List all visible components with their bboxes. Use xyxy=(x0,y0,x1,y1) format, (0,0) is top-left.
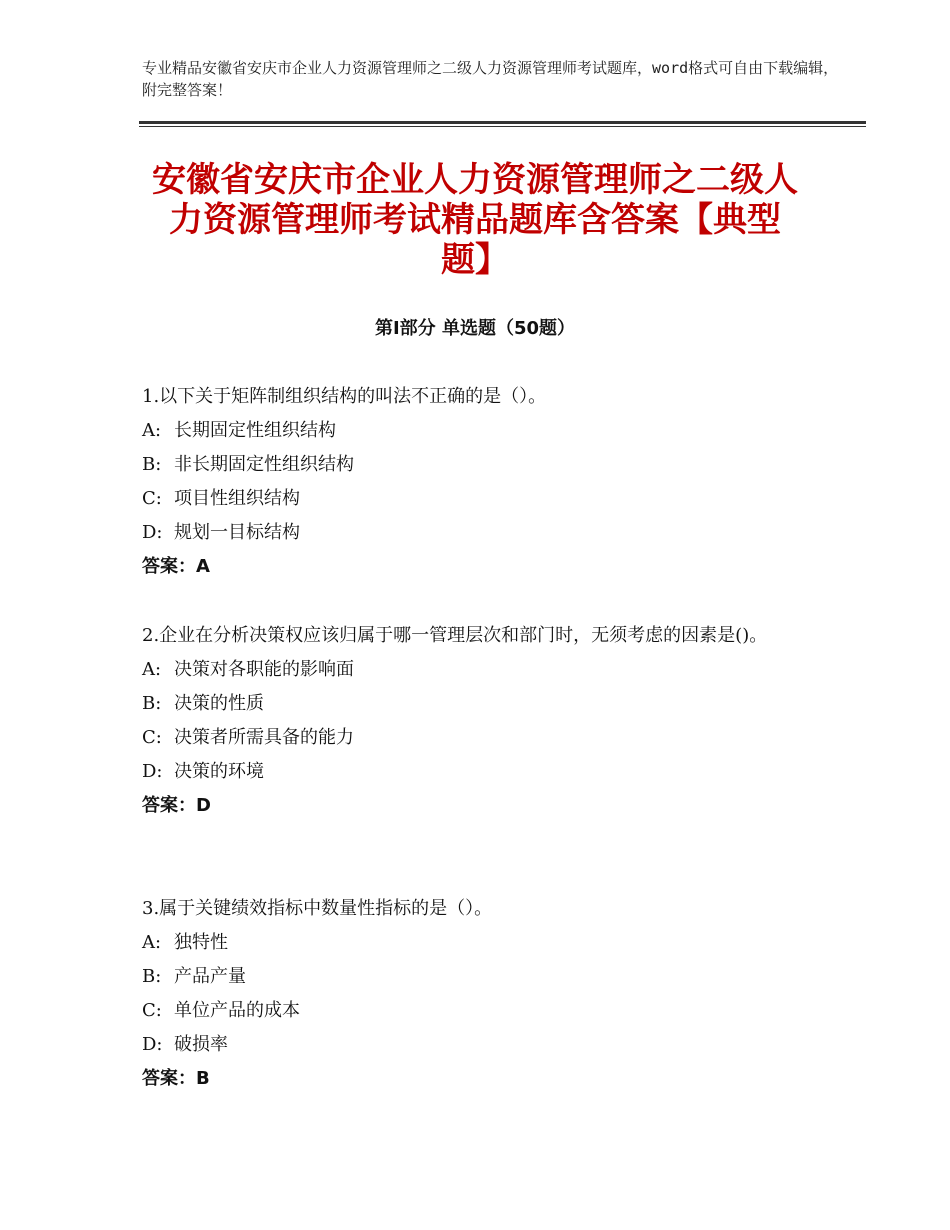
option-c xyxy=(142,721,822,755)
option-key: A: xyxy=(142,659,162,680)
answer-line xyxy=(142,789,822,823)
option-text: 规划一目标结构 xyxy=(174,522,300,543)
answer-label: 答案： xyxy=(142,1068,196,1089)
document-title-line-1: 安徽省安庆市企业人力资源管理师之二级人 xyxy=(152,160,798,200)
question-2 xyxy=(142,619,822,823)
option-c xyxy=(142,482,822,516)
option-key: C: xyxy=(142,1000,162,1021)
option-key: D: xyxy=(142,761,163,782)
option-text: 非长期固定性组织结构 xyxy=(174,454,354,475)
option-key: C: xyxy=(142,488,162,509)
option-text: 决策对各职能的影响面 xyxy=(174,659,354,680)
answer-line xyxy=(142,550,822,584)
option-text: 单位产品的成本 xyxy=(174,1000,300,1021)
option-text: 决策者所需具备的能力 xyxy=(174,727,354,748)
answer-value: D xyxy=(196,795,211,816)
header-divider-thick xyxy=(139,121,866,124)
answer-label: 答案： xyxy=(142,556,196,577)
option-text: 产品产量 xyxy=(174,966,246,987)
answer-value: B xyxy=(196,1068,210,1089)
option-text: 决策的性质 xyxy=(174,693,264,714)
option-a xyxy=(142,926,822,960)
question-3 xyxy=(142,892,822,1096)
option-d xyxy=(142,1028,822,1062)
question-1 xyxy=(142,380,822,584)
option-text: 决策的环境 xyxy=(174,761,264,782)
option-a xyxy=(142,414,822,448)
option-key: C: xyxy=(142,727,162,748)
option-a xyxy=(142,653,822,687)
option-text: 长期固定性组织结构 xyxy=(174,420,336,441)
option-text: 项目性组织结构 xyxy=(174,488,300,509)
option-text: 独特性 xyxy=(174,932,228,953)
answer-value: A xyxy=(196,556,210,577)
header-note: 专业精品安徽省安庆市企业人力资源管理师之二级人力资源管理师考试题库，word格式可自由下载编辑，附完整答案！ xyxy=(142,59,839,99)
header-divider-thin xyxy=(139,126,866,127)
question-stem: 3.属于关键绩效指标中数量性指标的是（）。 xyxy=(142,898,493,919)
option-b xyxy=(142,960,822,994)
option-key: A: xyxy=(142,420,162,441)
question-stem: 1.以下关于矩阵制组织结构的叫法不正确的是（）。 xyxy=(142,386,547,407)
option-key: B: xyxy=(142,966,162,987)
option-d xyxy=(142,516,822,550)
option-b xyxy=(142,448,822,482)
document-title-line-3: 题】 xyxy=(441,240,509,280)
answer-label: 答案： xyxy=(142,795,196,816)
option-text: 破损率 xyxy=(174,1034,228,1055)
option-key: A: xyxy=(142,932,162,953)
document-title xyxy=(120,160,830,280)
option-c xyxy=(142,994,822,1028)
document-title-line-2: 力资源管理师考试精品题库含答案【典型 xyxy=(169,200,781,240)
option-key: B: xyxy=(142,454,162,475)
option-key: B: xyxy=(142,693,162,714)
option-key: D: xyxy=(142,522,163,543)
option-key: D: xyxy=(142,1034,163,1055)
answer-line xyxy=(142,1062,822,1096)
option-d xyxy=(142,755,822,789)
section-title: 第Ⅰ部分 单选题（50题） xyxy=(374,318,575,339)
question-stem: 2.企业在分析决策权应该归属于哪一管理层次和部门时，无须考虑的因素是()。 xyxy=(142,625,768,646)
option-b xyxy=(142,687,822,721)
